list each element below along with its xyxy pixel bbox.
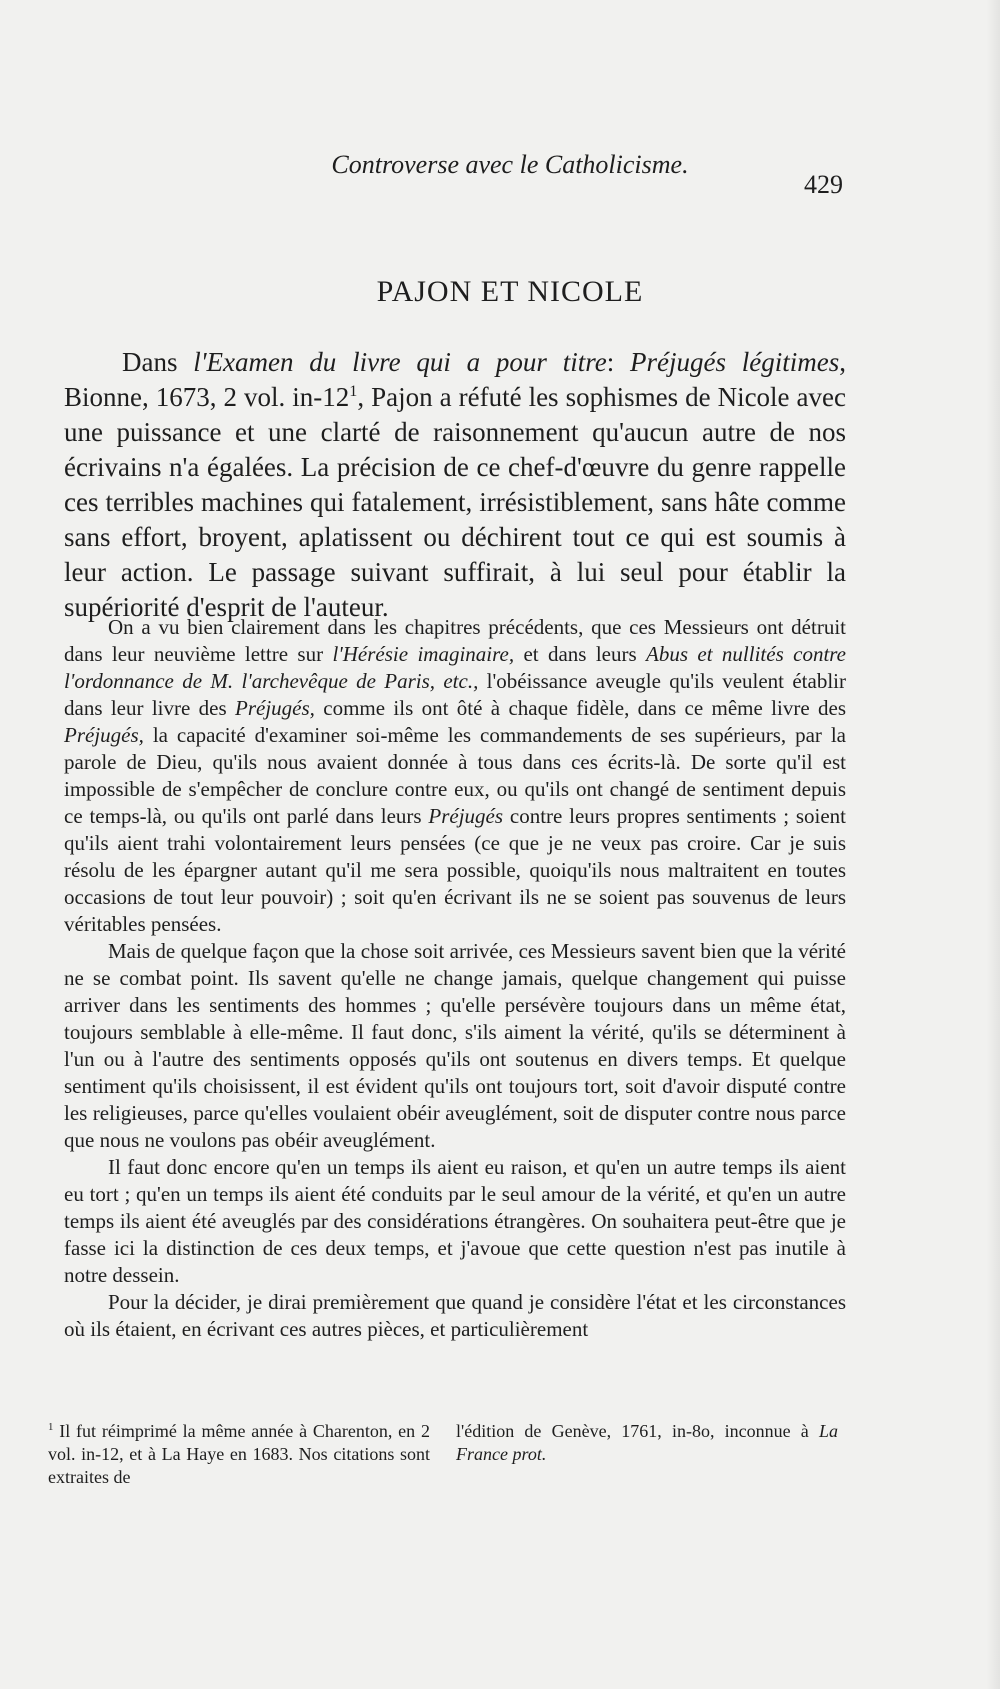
quote-italic-title: l'Hérésie imaginaire, xyxy=(332,642,515,666)
quote-paragraph-2: Mais de quelque façon que la chose soit arrivée, ces Messieurs savent bien que la vérité ne se combat point. Ils savent qu'elle ne change jamais, quelque changement qui puisse arriver dans les sentiments des hommes ; qu'elle persévère toujours dans un même état, toujours semblable à elle-même. Il faut donc, s'ils aiment la vérité, qu'ils se déterminent à l'un ou à l'autre des sentiments opposés qu'ils ont soutenus en divers temps. Et quelque sentiment qu'ils choisissent, il est évident qu'ils ont toujours tort, soit d'avoir disputé contre les religieuses, parce qu'elles voulaient obéir aveuglément, soit de disputer contre nous parce que nous ne voulons pas obéir aveuglément. xyxy=(64,939,846,1152)
quote-italic-title: Abus et nullités contre l'ordonnance de M. l'archevêque de Paris, etc., xyxy=(64,642,846,693)
quote-text: contre leurs propres sentiments ; soient qu'ils aient trahi volontairement leurs pensées (ce que je ne veux pas croire. Car je suis résolu de les épargner autant qu'il me sera possible, quoiqu'ils nous maltraitent en toutes occasions de tout leur pouvoir) ; soit qu'en écrivant ils ne se soient pas souvenus de leurs véritables pensées. xyxy=(64,804,846,936)
intro-text: , Pajon a réfuté les sophismes de Nicole avec une puissance et une clarté de raisonnement qu'aucun autre de nos écrivains n'a égalées. La précision de ce chef-d'œuvre du genre rappelle ces terribles machines qui fatalement, irrésistiblement, sans hâte comme sans effort, broyent, aplatissent ou déchirent tout ce qui est soumis à leur action. Le passage suivant suffirait, à lui seul pour établir la supériorité d'esprit de l'auteur. xyxy=(64,382,846,622)
quote-italic-title: Préjugés xyxy=(428,804,504,828)
footnotes xyxy=(48,1420,838,1489)
footnote-left-column xyxy=(48,1420,430,1489)
footnote-italic-title: La France prot. xyxy=(456,1421,838,1464)
running-head: Controverse avec le Catholicisme. xyxy=(331,150,689,179)
quote-italic-title: Préjugés, xyxy=(64,723,144,747)
quote-text: l'obéissance aveugle qu'ils veulent établir dans leur livre des xyxy=(64,669,846,720)
footnote-1-continued xyxy=(456,1420,838,1466)
footnote-1 xyxy=(48,1420,430,1489)
footnote-reference: 1 xyxy=(349,382,358,400)
quote-text: comme ils ont ôté à chaque fidèle, dans ce même livre des xyxy=(314,696,846,720)
footnote-mark: 1 xyxy=(48,1421,54,1433)
footnote-text: l'édition de Genève, 1761, in-8o, inconnue à xyxy=(456,1421,819,1441)
intro-paragraph xyxy=(64,345,846,625)
intro-work-title: Préjugés légitimes xyxy=(630,347,840,377)
quote-paragraph-3: Il faut donc encore qu'en un temps ils aient eu raison, et qu'en un autre temps ils aient eu tort ; qu'en un temps ils aient été conduits par le seul amour de la vérité, et qu'en un autre temps ils aient été aveuglés par des considérations étrangères. On souhaitera peut-être que je fasse ici la distinction de ces deux temps, et j'avoue que cette question n'est pas inutile à notre dessein. xyxy=(64,1155,846,1287)
quote-text: la capacité d'examiner soi-même les commandements de ses supérieurs, par la parole de Dieu, qu'ils nous avaient donnée à tous dans ces écrits-là. De sorte qu'il est impossible de s'empêcher de conclure contre eux, ou qu'ils ont changé de sentiment depuis ce temps-là, ou qu'ils ont parlé dans leurs xyxy=(64,723,846,828)
quote-paragraph-1 xyxy=(64,614,846,938)
quote-text: On a vu bien clairement dans les chapitres précédents, que ces Messieurs ont détruit dans leur neuvième lettre sur xyxy=(64,615,846,666)
footnote-right-column xyxy=(456,1420,838,1489)
intro-text: Dans xyxy=(122,347,194,377)
intro-text: : xyxy=(606,347,630,377)
quote-text: et dans leurs xyxy=(514,642,647,666)
intro-text: , Bionne, 1673, 2 vol. in-12 xyxy=(64,347,846,412)
quote-italic-title: Préjugés, xyxy=(235,696,315,720)
quote-paragraph-4: Pour la décider, je dirai premièrement que quand je considère l'état et les circonstances où ils étaient, en écrivant ces autres pièces, et particulièrement xyxy=(64,1290,846,1341)
footnote-text: Il fut réimprimé la même année à Charenton, en 2 vol. in-12, et à La Haye en 1683. Nos citations sont extraites de xyxy=(48,1421,430,1487)
quotation-block xyxy=(64,614,846,1343)
chapter-title: PAJON ET NICOLE xyxy=(376,275,644,308)
page-number: 429 xyxy=(804,170,843,199)
intro-book-title: l'Examen du livre qui a pour titre xyxy=(193,347,607,377)
intro-paragraph-block xyxy=(64,345,846,625)
page-edge-shadow xyxy=(986,0,1000,1689)
